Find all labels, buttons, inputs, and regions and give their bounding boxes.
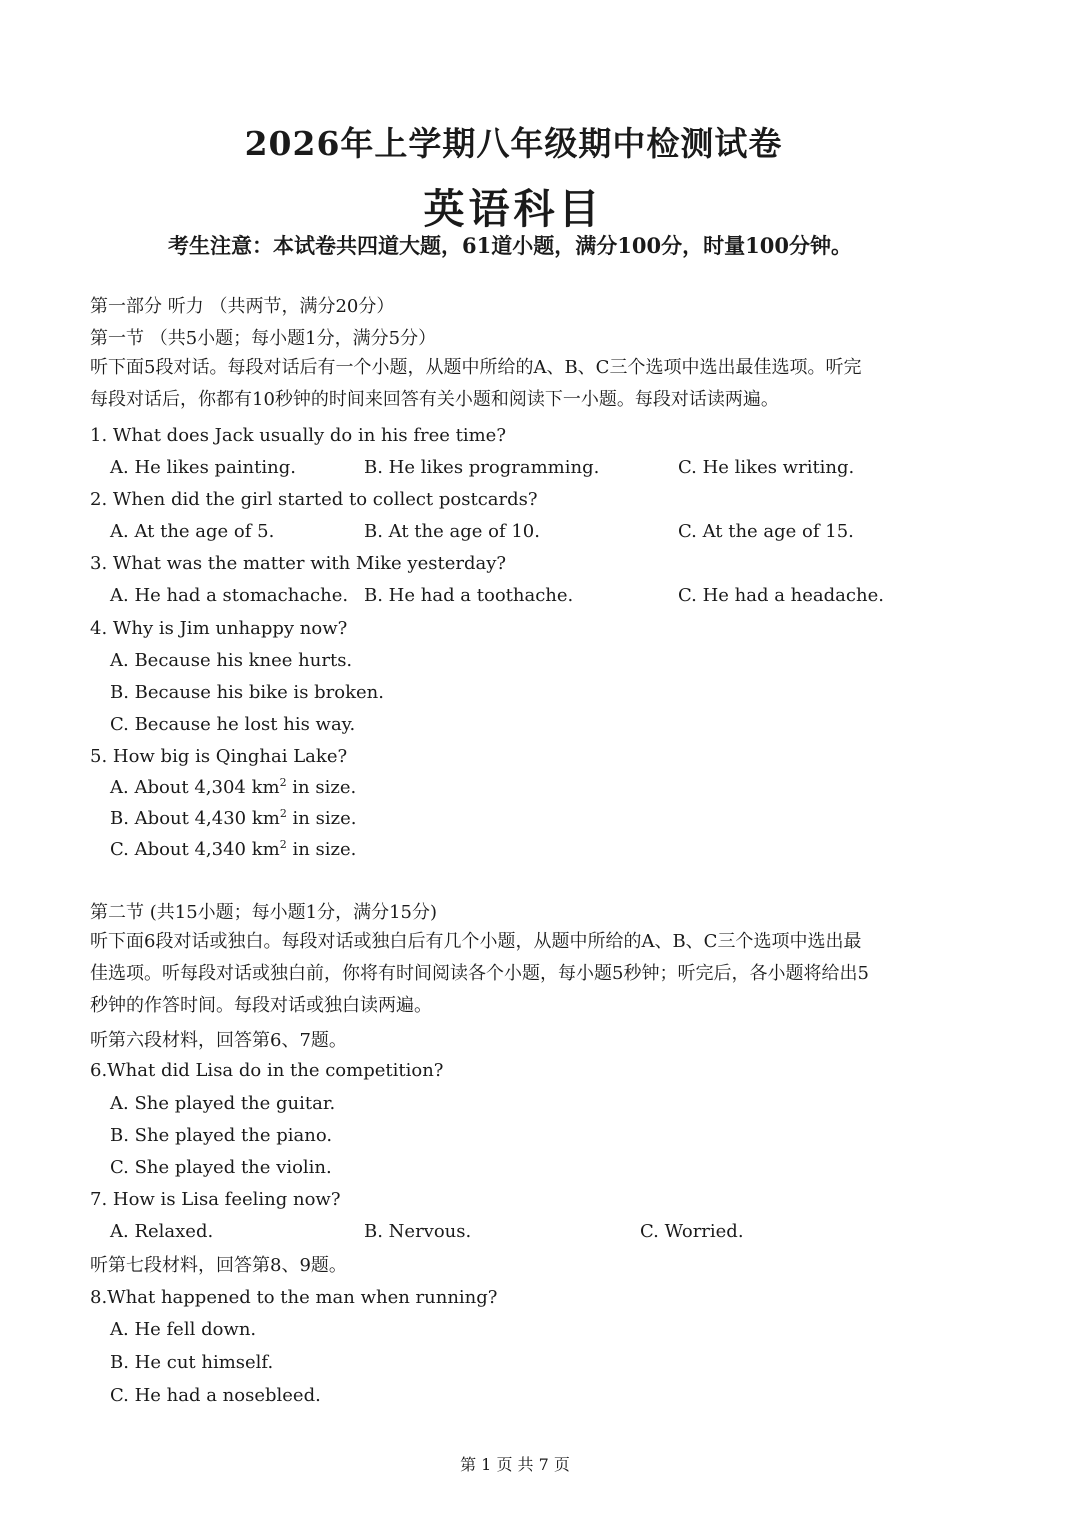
q1-option-c: C. He likes writing. — [678, 457, 855, 478]
q1-option-a: A. He likes painting. — [110, 457, 296, 478]
q3-option-c: C. He had a headache. — [678, 585, 884, 606]
q3-option-b: B. He had a toothache. — [364, 585, 574, 606]
q7-option-a: A. Relaxed. — [110, 1221, 214, 1242]
q5-option-c: C. About 4,340 $km^2$ in size. — [110, 838, 357, 860]
q5-c-unit-sup: 2 — [279, 838, 287, 851]
question-2: 2. When did the girl started to collect postcards? — [90, 489, 538, 510]
q5-option-a: A. About 4,304 $km^2$ in size. — [110, 776, 357, 798]
q2-option-c: C. At the age of 15. — [678, 521, 854, 542]
q2-option-b: B. At the age of 10. — [364, 521, 540, 542]
question-8: 8.What happened to the man when running? — [90, 1287, 498, 1308]
q2-option-a: A. At the age of 5. — [110, 521, 275, 542]
q3-option-a: A. He had a stomachache. — [110, 585, 349, 606]
section2-instruction-line3: 秒钟的作答时间。每段对话或独白读两遍。 — [90, 995, 432, 1016]
page-footer: 第 1 页 共 7 页 — [460, 1455, 570, 1474]
question-3: 3. What was the matter with Mike yesterday? — [90, 553, 507, 574]
q7-option-b: B. Nervous. — [364, 1221, 472, 1242]
q4-option-c: C. Because he lost his way. — [110, 714, 356, 735]
q8-option-a: A. He fell down. — [110, 1319, 257, 1340]
section1-heading: 第一节 （共5小题；每小题1分，满分5分） — [90, 328, 437, 349]
candidate-notice: 考生注意：本试卷共四道大题，61道小题，满分100分，时量100分钟。 — [168, 233, 852, 258]
section1-instruction-line1: 听下面5段对话。每段对话后有一个小题，从题中所给的A、B、C三个选项中选出最佳选项。听完 — [90, 357, 862, 378]
section2-instruction-line2: 佳选项。听每段对话或独白前，你将有时间阅读各个小题，每小题5秒钟；听完后，各小题将给出5 — [90, 963, 869, 984]
exam-title: 2026年上学期八年级期中检测试卷 — [244, 124, 783, 163]
section2-instruction-line1: 听下面6段对话或独白。每段对话或独白后有几个小题，从题中所给的A、B、C三个选项中选出最 — [90, 931, 862, 952]
part1-heading: 第一部分 听力 （共两节，满分20分） — [90, 296, 395, 317]
q7-option-c: C. Worried. — [640, 1221, 744, 1242]
q5-a-unit-sup: 2 — [279, 776, 287, 789]
question-6: 6.What did Lisa do in the competition? — [90, 1060, 444, 1081]
q4-option-b: B. Because his bike is broken. — [110, 682, 384, 703]
q5-b-unit-sup: 2 — [279, 807, 287, 820]
section1-instruction-line2: 每段对话后，你都有10秒钟的时间来回答有关小题和阅读下一小题。每段对话读两遍。 — [90, 389, 779, 410]
q6-option-a: A. She played the guitar. — [110, 1093, 336, 1114]
q8-option-b: B. He cut himself. — [110, 1352, 274, 1373]
subject-title: 英语科目 — [423, 185, 604, 233]
question-5: 5. How big is Qinghai Lake? — [90, 746, 348, 767]
q6-option-c: C. She played the violin. — [110, 1157, 332, 1178]
question-4: 4. Why is Jim unhappy now? — [90, 618, 348, 639]
q4-option-a: A. Because his knee hurts. — [110, 650, 353, 671]
material-7-note: 听第七段材料，回答第8、9题。 — [90, 1255, 347, 1276]
material-6-note: 听第六段材料，回答第6、7题。 — [90, 1030, 347, 1051]
q6-option-b: B. She played the piano. — [110, 1125, 333, 1146]
question-1: 1. What does Jack usually do in his free time? — [90, 425, 506, 446]
q1-option-b: B. He likes programming. — [364, 457, 600, 478]
question-7: 7. How is Lisa feeling now? — [90, 1189, 341, 1210]
section2-heading: 第二节 (共15小题；每小题1分，满分15分) — [90, 902, 438, 923]
q8-option-c: C. He had a nosebleed. — [110, 1385, 321, 1406]
q5-option-b: B. About 4,430 $km^2$ in size. — [110, 807, 357, 829]
